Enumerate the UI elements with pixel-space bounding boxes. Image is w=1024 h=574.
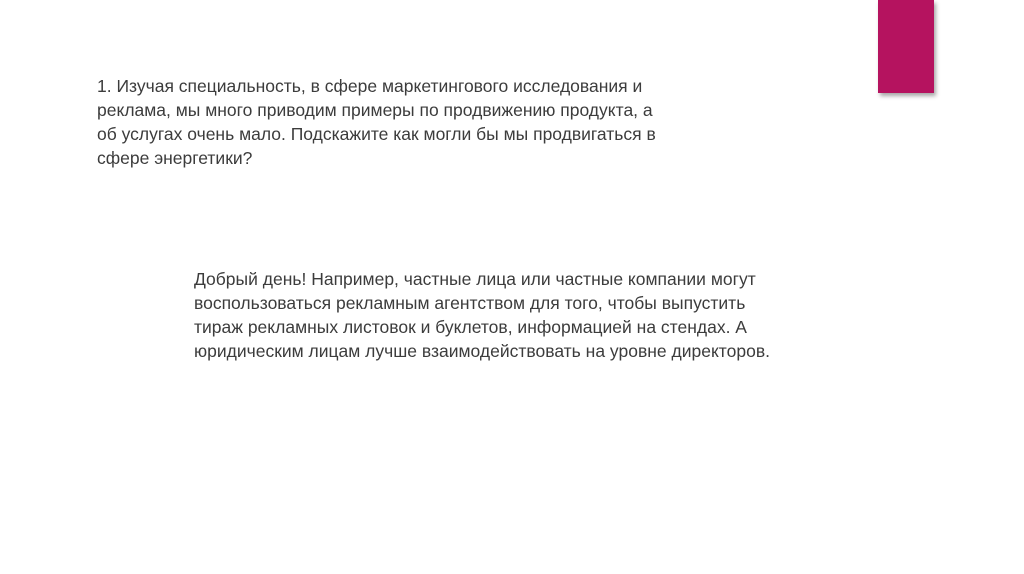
- question-text: 1. Изучая специальность, в сфере маркетингового исследования и реклама, мы много приводим примеры по продвижению продукта, а об услугах очень мало. Подскажите как могли бы мы продвигаться в сфере энергетики?: [97, 76, 656, 168]
- accent-bar: [878, 0, 934, 93]
- answer-text: Добрый день! Например, частные лица или частные компании могут воспользоваться рекламным агентством для того, чтобы выпустить тираж рекламных листовок и буклетов, информацией на стендах. А юридическим лицам лучше взаимодействовать на уровне директоров.: [194, 269, 770, 361]
